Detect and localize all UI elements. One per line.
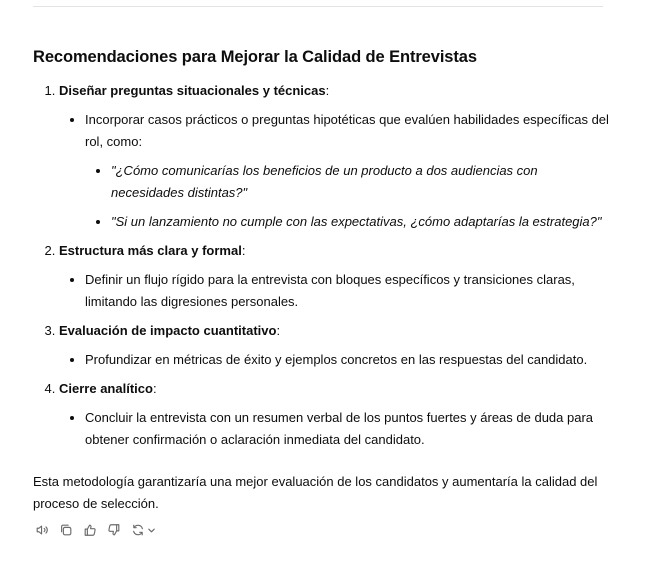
sub-item bbox=[85, 109, 613, 233]
item-colon: : bbox=[241, 243, 246, 258]
recommendations-list bbox=[33, 80, 613, 451]
sub-item: • Profundizar en métricas de éxito y ejemplos concretos en las respuestas del candidato. bbox=[85, 349, 613, 371]
sub-item: • Definir un flujo rígido para la entrevista con bloques específicos y transiciones claras, limitando las digresiones personales. bbox=[85, 269, 613, 313]
sub-list bbox=[59, 407, 613, 451]
sub-item: • Concluir la entrevista con un resumen verbal de los puntos fuertes y áreas de duda para obtener confirmación o aclaración inmediata del candidato. bbox=[85, 407, 613, 451]
example-question: • "Si un lanzamiento no cumple con las expectativas, ¿cómo adaptarías la estrategia?" bbox=[111, 211, 613, 233]
item-title: Cierre analítico bbox=[59, 381, 153, 396]
item-title: Estructura más clara y formal bbox=[59, 243, 242, 258]
speaker-icon bbox=[35, 523, 49, 537]
recommendation-item-3 bbox=[59, 320, 613, 371]
recommendation-item-4 bbox=[59, 378, 613, 451]
example-question: • "¿Cómo comunicarías los beneficios de un producto a dos audiencias con necesidades distintas?" bbox=[111, 160, 613, 204]
example-questions-list bbox=[85, 160, 613, 233]
sub-item-text: Incorporar casos prácticos o preguntas hipotéticas que evalúen habilidades específicas del rol, como: bbox=[85, 112, 609, 149]
sub-list bbox=[59, 269, 613, 313]
item-colon: : bbox=[276, 323, 281, 338]
item-title: Diseñar preguntas situacionales y técnicas bbox=[59, 83, 326, 98]
regenerate-icon-wrap bbox=[130, 522, 146, 538]
message-content bbox=[33, 46, 613, 515]
chevron-down-icon bbox=[147, 526, 156, 535]
read-aloud-button[interactable] bbox=[34, 522, 50, 538]
regenerate-icon bbox=[131, 523, 145, 537]
recommendation-item-2 bbox=[59, 240, 613, 313]
message-actions-bar bbox=[34, 522, 156, 538]
thumbs-down-icon bbox=[107, 523, 121, 537]
top-divider bbox=[33, 6, 603, 7]
item-title: Evaluación de impacto cuantitativo bbox=[59, 323, 277, 338]
item-colon: : bbox=[325, 83, 330, 98]
recommendation-item-1 bbox=[59, 80, 613, 233]
response-heading: Recomendaciones para Mejorar la Calidad de Entrevistas bbox=[33, 48, 477, 66]
copy-icon bbox=[59, 523, 73, 537]
bad-response-button[interactable] bbox=[106, 522, 122, 538]
good-response-button[interactable] bbox=[82, 522, 98, 538]
regenerate-button[interactable] bbox=[130, 522, 156, 538]
sub-list bbox=[59, 109, 613, 233]
copy-button[interactable] bbox=[58, 522, 74, 538]
conclusion-paragraph: Esta metodología garantizaría una mejor evaluación de los candidatos y aumentaría la calidad del proceso de selección. bbox=[33, 474, 598, 511]
thumbs-up-icon bbox=[83, 523, 97, 537]
item-colon: : bbox=[152, 381, 157, 396]
sub-list bbox=[59, 349, 613, 371]
